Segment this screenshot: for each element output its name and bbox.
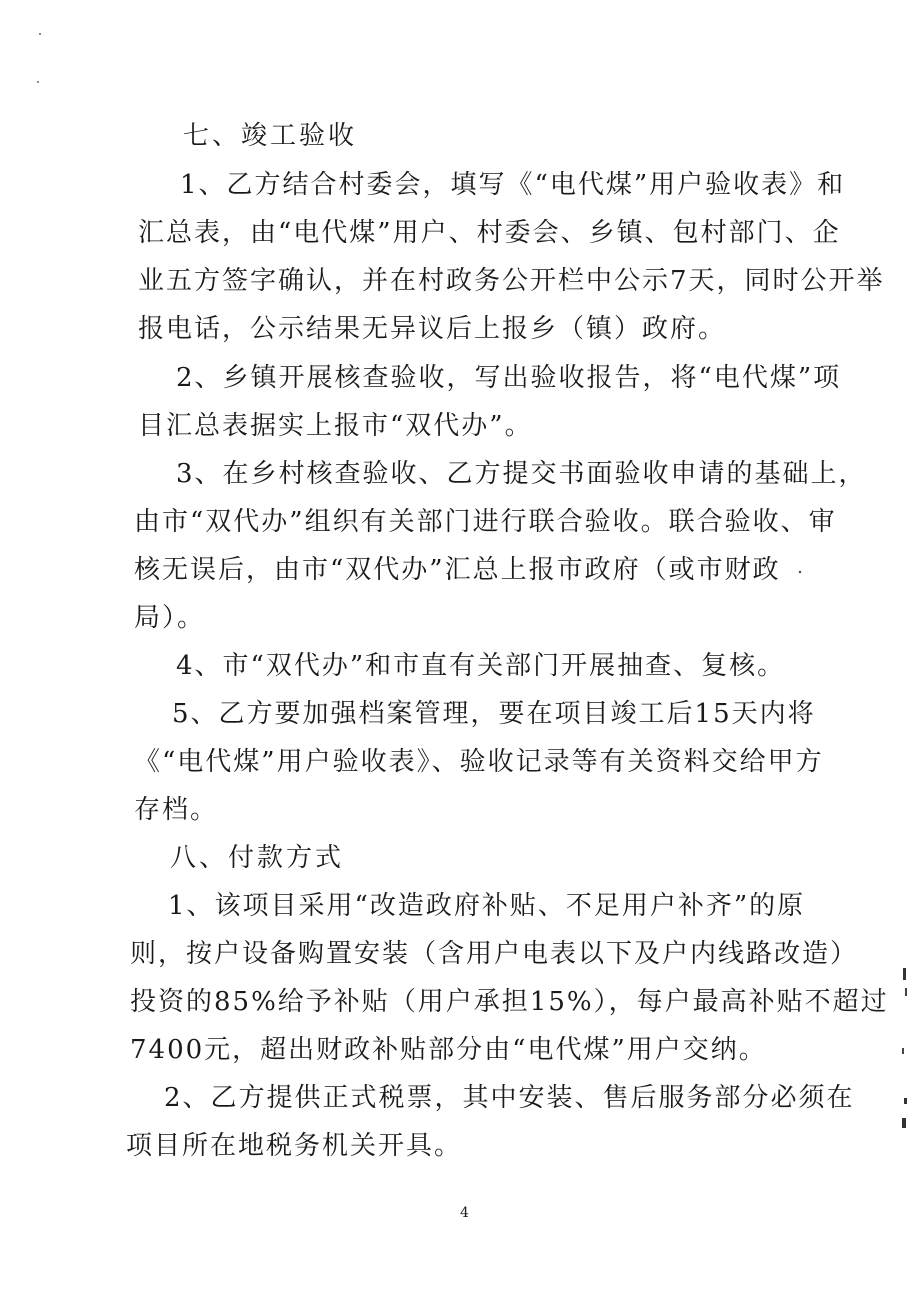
paragraph-line: 报电话，公示结果无异议后上报乡（镇）政府。 [138, 314, 727, 344]
paragraph-line: 由市“双代办”组织有关部门进行联合验收。联合验收、审 [134, 507, 837, 537]
section-heading-payment: 八、付款方式 [170, 843, 345, 873]
paragraph-line: 1、该项目采用“改造政府补贴、不足用户补齐”的原 [168, 891, 806, 921]
paragraph-line: 7400元，超出财政补贴部分由“电代煤”用户交纳。 [130, 1035, 767, 1065]
paragraph-line: 则，按户设备购置安装（含用户电表以下及户内线路改造） [130, 939, 859, 969]
paragraph-line: 4、市“双代办”和市直有关部门开展抽查、复核。 [176, 651, 786, 681]
paragraph-line: 目汇总表据实上报市“双代办”。 [138, 411, 533, 441]
paragraph-line: 1、乙方结合村委会，填写《“电代煤”用户验收表》和 [180, 170, 846, 200]
paragraph-line: 2、乙方提供正式税票，其中安装、售后服务部分必须在 [164, 1083, 855, 1113]
paragraph-line: 项目所在地税务机关开具。 [126, 1131, 463, 1161]
section-heading-acceptance: 七、竣工验收 [183, 121, 358, 151]
page-number: 4 [460, 1205, 469, 1221]
paragraph-line: 3、在乡村核查验收、乙方提交书面验收申请的基础上， [176, 459, 867, 489]
paragraph-line: 投资的85%给予补贴（用户承担15%），每户最高补贴不超过 [130, 987, 889, 1017]
paragraph-line: 5、乙方要加强档案管理，要在项目竣工后15天内将 [172, 699, 816, 729]
paragraph-line: 2、乡镇开展核查验收，写出验收报告，将“电代煤”项 [176, 363, 842, 393]
paragraph-line: 业五方签字确认，并在村政务公开栏中公示7天，同时公开举 [138, 266, 885, 296]
paragraph-line: 汇总表，由“电代煤”用户、村委会、乡镇、包村部门、企 [138, 218, 841, 248]
paragraph-line: 核无误后，由市“双代办”汇总上报市政府（或市财政 [134, 555, 781, 585]
paragraph-line: 《“电代煤”用户验收表》、验收记录等有关资料交给甲方 [134, 747, 824, 777]
paragraph-line: 存档。 [134, 795, 219, 825]
paragraph-line: 局）。 [134, 603, 206, 633]
